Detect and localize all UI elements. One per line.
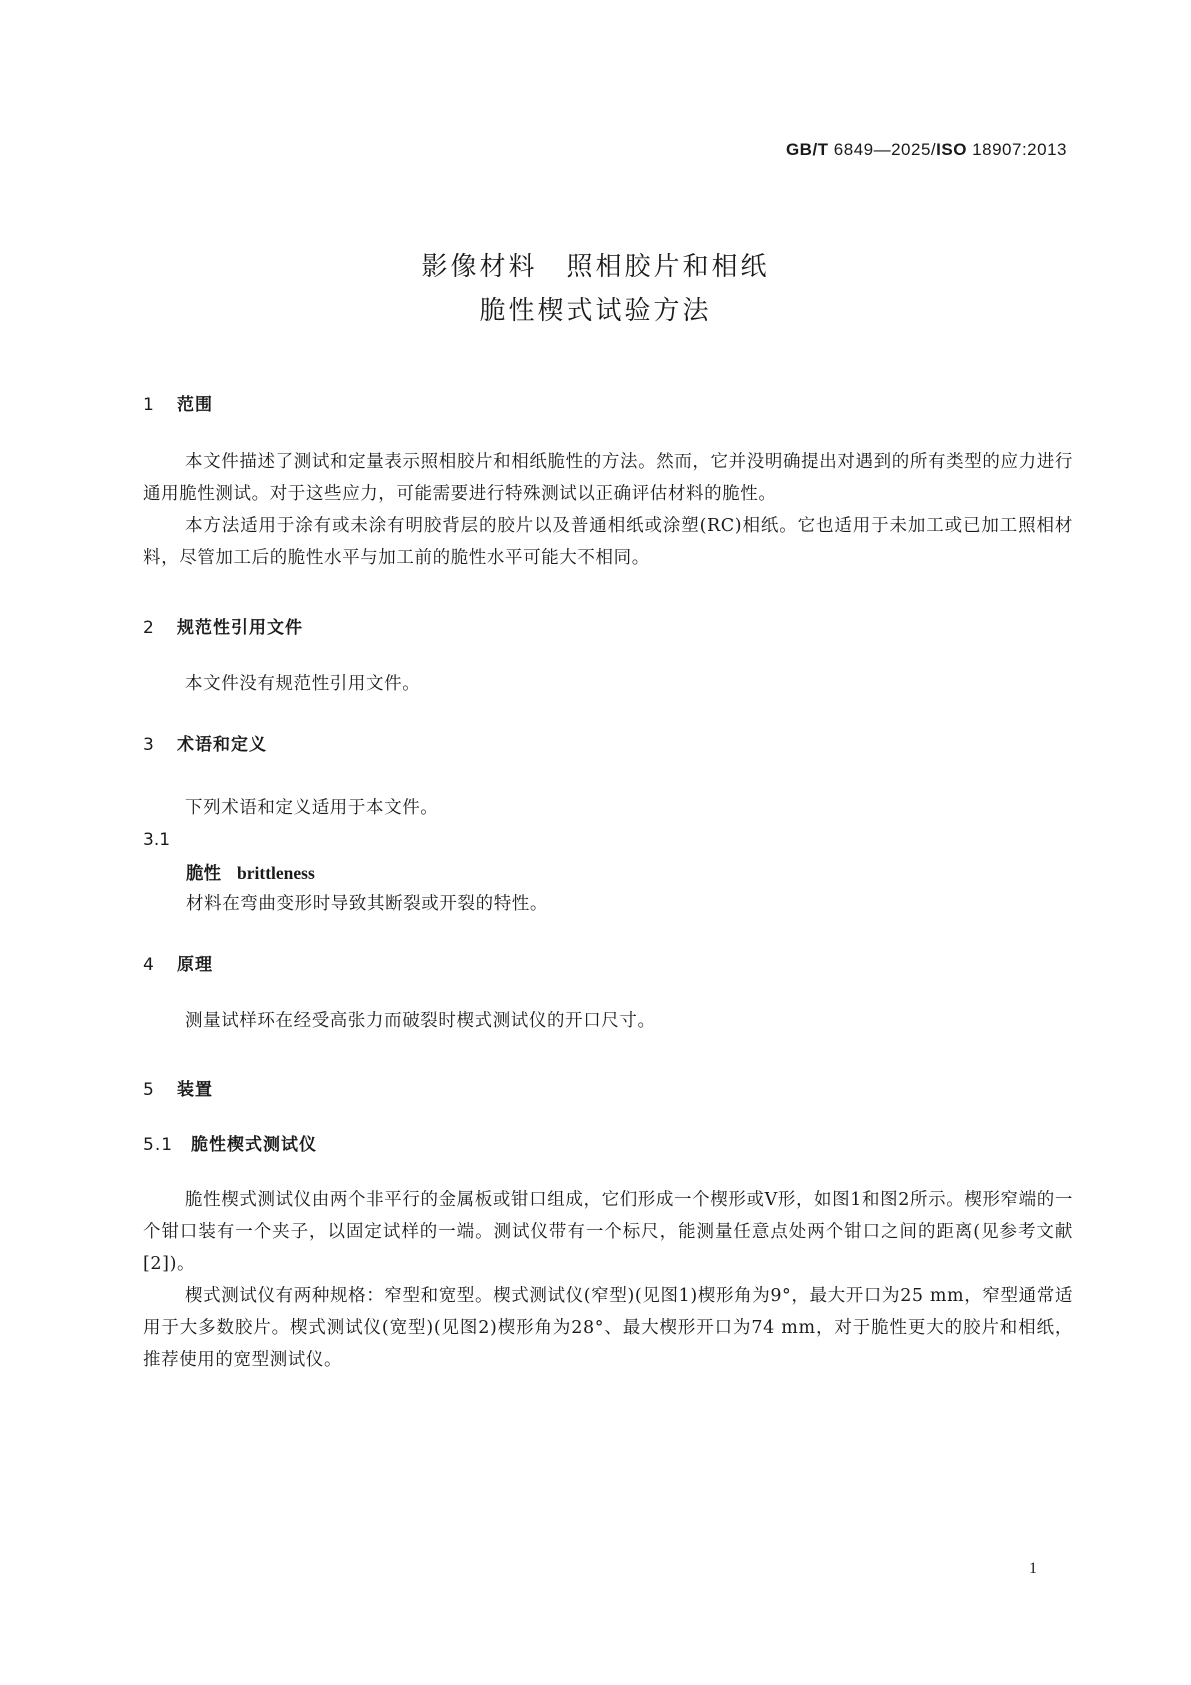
section-5-1-paragraph-2: 楔式测试仪有两种规格：窄型和宽型。楔式测试仪(窄型)(见图1)楔形角为9°，最大开口为25 mm，窄型通常适用于大多数胶片。楔式测试仪(宽型)(见图2)楔形角为28°、最大楔形开口为74 mm，对于脆性更大的胶片和相纸，推荐使用的宽型测试仪。 <box>143 1286 1073 1370</box>
term-definition: 材料在弯曲变形时导致其断裂或开裂的特性。 <box>186 894 548 914</box>
term-english: brittleness <box>237 863 315 883</box>
section-4-heading <box>143 950 213 975</box>
section-3-heading <box>143 730 267 755</box>
subsection-number: 5.1 <box>143 1135 174 1155</box>
page-number: 1 <box>1029 1560 1037 1577</box>
section-2-paragraph-1: 本文件没有规范性引用文件。 <box>185 674 421 694</box>
section-title: 术语和定义 <box>177 735 267 755</box>
term-chinese: 脆性 <box>186 864 221 884</box>
section-title: 范围 <box>177 395 213 415</box>
section-1-paragraph-1: 本文件描述了测试和定量表示照相胶片和相纸脆性的方法。然而，它并没明确提出对遇到的所有类型的应力进行通用脆性测试。对于这些应力，可能需要进行特殊测试以正确评估材料的脆性。 <box>143 452 1073 504</box>
section-number: 2 <box>143 618 155 638</box>
section-1-heading <box>143 390 213 415</box>
standard-code-prefix: GB/T <box>785 140 829 159</box>
document-title-line2: 脆性楔式试验方法 <box>479 296 712 326</box>
term-number: 3.1 <box>143 830 171 850</box>
section-number: 1 <box>143 395 155 415</box>
subsection-title: 脆性楔式测试仪 <box>191 1135 317 1155</box>
section-number: 5 <box>143 1080 155 1100</box>
section-title: 原理 <box>177 955 213 975</box>
section-title: 装置 <box>177 1080 213 1100</box>
section-5-1-heading <box>143 1130 317 1155</box>
standard-code-number: 6849—2025/ <box>828 140 937 159</box>
section-1-paragraph-2: 本方法适用于涂有或未涂有明胶背层的胶片以及普通相纸或涂塑(RC)相纸。它也适用于未加工或已加工照相材料，尽管加工后的脆性水平与加工前的脆性水平可能大不相同。 <box>143 516 1073 568</box>
section-4-paragraph-1: 测量试样环在经受高张力而破裂时楔式测试仪的开口尺寸。 <box>185 1011 656 1031</box>
section-2-heading <box>143 613 303 638</box>
section-number: 3 <box>143 735 155 755</box>
section-3-paragraph-1: 下列术语和定义适用于本文件。 <box>185 798 439 818</box>
section-number: 4 <box>143 955 155 975</box>
standard-code-iso-number: 18907:2013 <box>966 140 1067 159</box>
term-entry <box>186 860 315 885</box>
standard-code-iso: ISO <box>936 140 967 159</box>
section-5-heading <box>143 1075 213 1100</box>
section-5-1-paragraph-1: 脆性楔式测试仪由两个非平行的金属板或钳口组成，它们形成一个楔形或V形，如图1和图2所示。楔形窄端的一个钳口装有一个夹子，以固定试样的一端。测试仪带有一个标尺，能测量任意点处两个钳口之间的距离(见参考文献[2])。 <box>143 1190 1073 1274</box>
document-title-line1: 影像材料 照相胶片和相纸 <box>421 252 770 282</box>
section-title: 规范性引用文件 <box>177 618 303 638</box>
standard-code <box>786 140 1067 160</box>
